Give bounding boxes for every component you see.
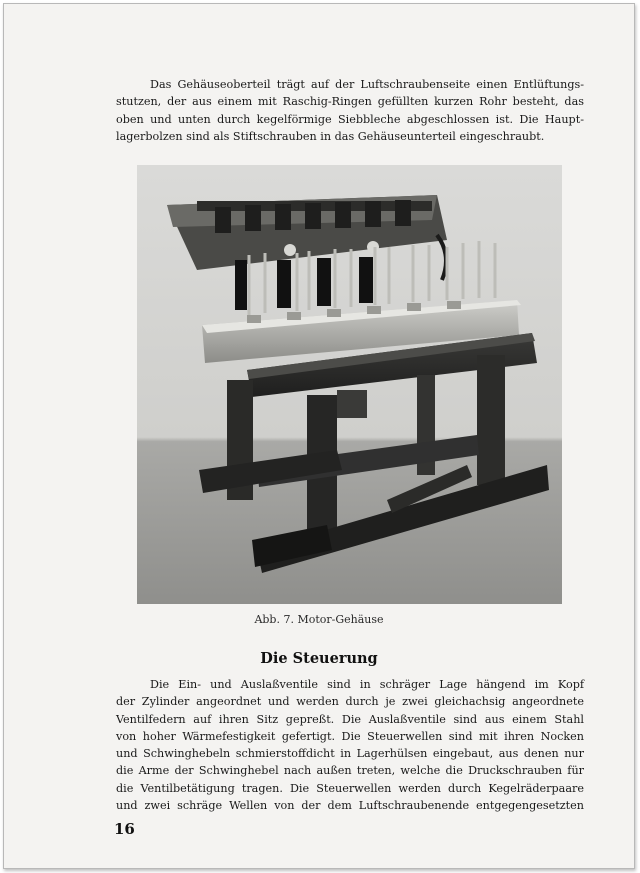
text-line: und Schwinghebeln schmierstoffdicht in Lagerhülsen eingebaut, aus denen nur bbox=[116, 747, 584, 761]
section-heading: Die Steuerung bbox=[260, 650, 378, 667]
page-number: 16 bbox=[114, 820, 135, 838]
text-line: und zwei schräge Wellen von der dem Luftschraubenende entgegengesetzten bbox=[116, 799, 584, 813]
text-line: die Ventilbetätigung tragen. Die Steuerwellen werden durch Kegelräderpaare bbox=[116, 781, 584, 795]
figure-caption: Abb. 7. Motor-Gehäuse bbox=[254, 613, 384, 626]
text-line: Die Ein- und Auslaßventile sind in schräger Lage hängend im Kopf bbox=[150, 678, 584, 691]
text-line: von hoher Wärmefestigkeit gefertigt. Die Steuerwellen sind mit ihren Nocken bbox=[116, 729, 584, 743]
text-line: Ventilfedern auf ihren Sitz gepreßt. Die Auslaßventile sind aus einem Stahl bbox=[116, 712, 584, 726]
text-line: stutzen, der aus einem mit Raschig-Ringen gefüllten kurzen Rohr besteht, das bbox=[116, 95, 584, 109]
body-paragraph bbox=[116, 676, 584, 814]
intro-paragraph bbox=[116, 76, 584, 145]
text-line: oben und unten durch kegelförmige Siebbleche abgeschlossen ist. Die Haupt- bbox=[116, 112, 584, 126]
text-line: Das Gehäuseoberteil trägt auf der Luftschraubenseite einen Entlüftungs- bbox=[150, 78, 584, 91]
engine-crankcase-photo bbox=[137, 165, 562, 604]
text-line: der Zylinder angeordnet und werden durch je zwei gleichachsig angeordnete bbox=[116, 695, 584, 709]
document-page bbox=[3, 3, 635, 869]
text-line: die Arme der Schwinghebel nach außen treten, welche die Druckschrauben für bbox=[116, 764, 584, 778]
text-line: lagerbolzen sind als Stiftschrauben in das Gehäuseunterteil eingeschraubt. bbox=[116, 129, 545, 143]
